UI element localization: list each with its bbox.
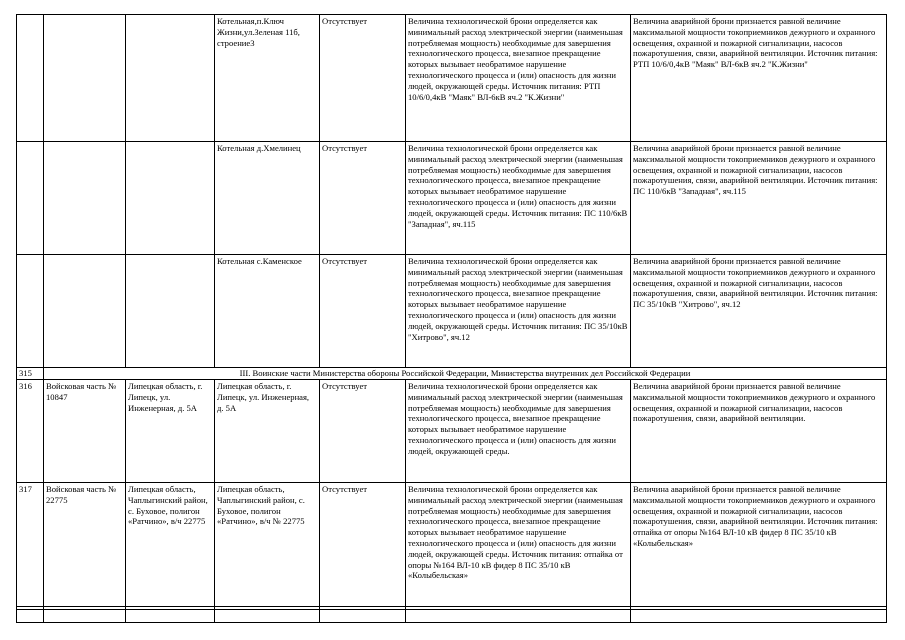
page-bottom-divider bbox=[16, 606, 887, 607]
table-row bbox=[17, 483, 887, 610]
emergency-reserve-cell: Величина аварийной брони признается равной величине максимальной мощности токоприемников дежурного и охранного освещения, охранной и пожарной сигнализации, насосов пожаротушения, связи, аварийной вентиляции. Источник питания: ПС 35/10кВ "Хитрово", яч.12 bbox=[631, 255, 887, 368]
organization-name-cell: Войсковая часть № 22775 bbox=[44, 483, 126, 610]
status-cell: Отсутствует bbox=[320, 255, 406, 368]
section-header-row bbox=[17, 368, 887, 380]
organization-address-cell: Липецкая область, г. Липецк, ул. Инженерная, д. 5А bbox=[126, 380, 215, 483]
organization-name-cell bbox=[44, 15, 126, 142]
object-cell: Котельная д.Хмелинец bbox=[215, 142, 320, 255]
organization-address-cell bbox=[126, 15, 215, 142]
empty-cell bbox=[631, 610, 887, 623]
technological-reserve-cell: Величина технологической брони определяется как минимальный расход электрической энергии (наименьшая потребляемая мощность) необходимые для завершения технологического процесса, внезапное прекращение которых вызывает необратимое нарушение технологического процесса и (или) опасность для жизни людей, окружающей среды. bbox=[406, 380, 631, 483]
organization-address-cell: Липецкая область, Чаплыгинский район, с. Буховое, полигон «Ратчино», в/ч 22775 bbox=[126, 483, 215, 610]
row-number-cell bbox=[17, 255, 44, 368]
empty-cell bbox=[126, 610, 215, 623]
empty-cell bbox=[17, 610, 44, 623]
status-cell: Отсутствует bbox=[320, 15, 406, 142]
empty-cell bbox=[320, 610, 406, 623]
empty-cell bbox=[44, 610, 126, 623]
object-cell: Котельная,п.Ключ Жизни,ул.Зеленая 11б, строение3 bbox=[215, 15, 320, 142]
row-number-cell bbox=[17, 15, 44, 142]
empty-cell bbox=[406, 610, 631, 623]
emergency-reserve-cell: Величина аварийной брони признается равной величине максимальной мощности токоприемников дежурного и охранного освещения, охранной и пожарной сигнализации, насосов пожаротушения, связи, аварийной вентиляции. Источник питания: ПС 110/6кВ "Западная", яч.115 bbox=[631, 142, 887, 255]
object-cell: Котельная с.Каменское bbox=[215, 255, 320, 368]
organization-name-cell bbox=[44, 142, 126, 255]
table-row bbox=[17, 255, 887, 368]
organization-name-cell bbox=[44, 255, 126, 368]
technological-reserve-cell: Величина технологической брони определяется как минимальный расход электрической энергии (наименьшая потребляемая мощность) необходимые для завершения технологического процесса, внезапное прекращение которых вызывает необратимое нарушение технологического процесса и (или) опасность для жизни людей, окружающей среды. Источник питания: отпайка от опоры №164 ВЛ-10 кВ фидер 8 ПС 35/10 кВ «Колыбельская» bbox=[406, 483, 631, 610]
organization-address-cell bbox=[126, 142, 215, 255]
row-number-cell: 315 bbox=[17, 368, 44, 380]
row-number-cell: 316 bbox=[17, 380, 44, 483]
emergency-reserve-cell: Величина аварийной брони признается равной величине максимальной мощности токоприемников дежурного и охранного освещения, охранной и пожарной сигнализации, насосов пожаротушения, связи, аварийной вентиляции. Источник питания: РТП 10/6/0,4кВ "Маяк" ВЛ-6кВ яч.2 "К.Жизни" bbox=[631, 15, 887, 142]
empty-cell bbox=[215, 610, 320, 623]
technological-reserve-cell: Величина технологической брони определяется как минимальный расход электрической энергии (наименьшая потребляемая мощность) необходимые для завершения технологического процесса, внезапное прекращение которых вызывает необратимое нарушение технологического процесса и (или) опасность для жизни людей, окружающей среды. Источник питания: ПС 35/10кВ "Хитрово", яч.12 bbox=[406, 255, 631, 368]
table-row bbox=[17, 142, 887, 255]
technological-reserve-cell: Величина технологической брони определяется как минимальный расход электрической энергии (наименьшая потребляемая мощность) необходимые для завершения технологического процесса, внезапное прекращение которых вызывает необратимое нарушение технологического процесса и (или) опасность для жизни людей, окружающей среды. Источник питания: РТП 10/6/0,4кВ "Маяк" ВЛ-6кВ яч.2 "К.Жизни" bbox=[406, 15, 631, 142]
table-row-continuation bbox=[17, 610, 887, 623]
emergency-reserve-cell: Величина аварийной брони признается равной величине максимальной мощности токоприемников дежурного и охранного освещения, охранной и пожарной сигнализации, насосов пожаротушения, связи, аварийной вентиляции. Источник питания: отпайка от опоры №164 ВЛ-10 кВ фидер 8 ПС 35/10 кВ «Колыбельская» bbox=[631, 483, 887, 610]
section-title: III. Воинские части Министерства обороны Российской Федерации, Министерства внутренних дел Российской Федерации bbox=[44, 368, 887, 380]
status-cell: Отсутствует bbox=[320, 142, 406, 255]
row-number-cell: 317 bbox=[17, 483, 44, 610]
table-row bbox=[17, 380, 887, 483]
object-cell: Липецкая область, Чаплыгинский район, с. Буховое, полигон «Ратчино», в/ч № 22775 bbox=[215, 483, 320, 610]
technological-reserve-cell: Величина технологической брони определяется как минимальный расход электрической энергии (наименьшая потребляемая мощность) необходимые для завершения технологического процесса, внезапное прекращение которых вызывает необратимое нарушение технологического процесса и (или) опасность для жизни людей, окружающей среды. Источник питания: ПС 110/6кВ "Западная", яч.115 bbox=[406, 142, 631, 255]
table-row bbox=[17, 15, 887, 142]
organization-name-cell: Войсковая часть № 10847 bbox=[44, 380, 126, 483]
row-number-cell bbox=[17, 142, 44, 255]
status-cell: Отсутствует bbox=[320, 483, 406, 610]
status-cell: Отсутствует bbox=[320, 380, 406, 483]
object-cell: Липецкая область, г. Липецк, ул. Инженерная, д. 5А bbox=[215, 380, 320, 483]
emergency-reserve-cell: Величина аварийной брони признается равной величине максимальной мощности токоприемников дежурного и охранного освещения, охранной и пожарной сигнализации, насосов пожаротушения, связи, аварийной вентиляции. bbox=[631, 380, 887, 483]
organization-address-cell bbox=[126, 255, 215, 368]
document-table bbox=[16, 14, 887, 623]
